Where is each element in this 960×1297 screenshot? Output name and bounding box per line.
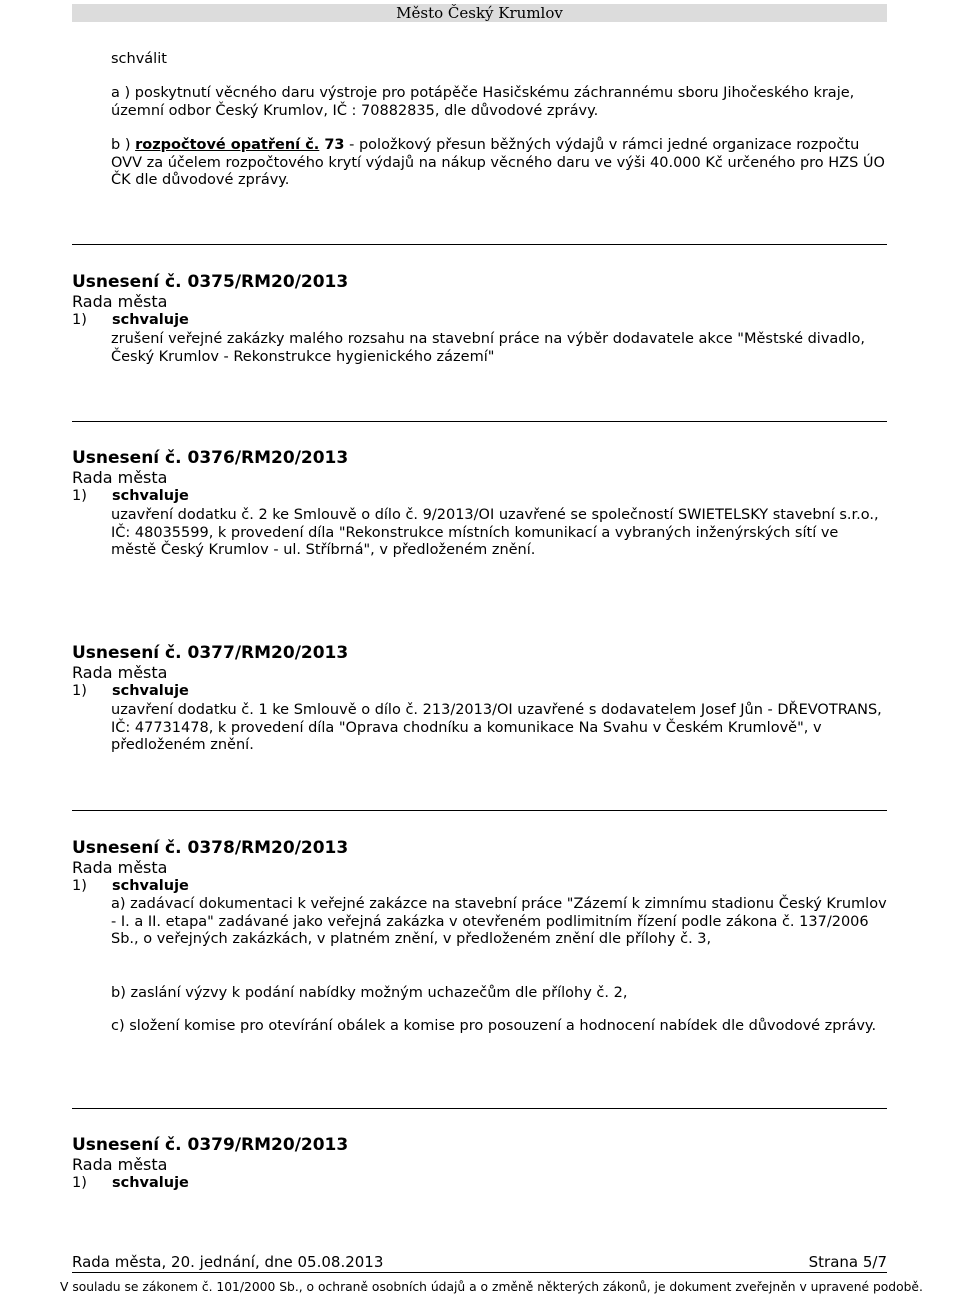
item-number: 1): [72, 1175, 87, 1191]
item-number: 1): [72, 683, 87, 699]
footer-divider: [72, 1272, 887, 1273]
section-divider: [72, 1108, 887, 1109]
resolution-title: Usnesení č. 0378/RM20/2013: [72, 838, 349, 858]
resolution-title: Usnesení č. 0375/RM20/2013: [72, 272, 349, 292]
resolution-title: Usnesení č. 0376/RM20/2013: [72, 448, 349, 468]
council-label: Rada města: [72, 858, 168, 877]
council-label: Rada města: [72, 1155, 168, 1174]
item-number: 1): [72, 878, 87, 894]
budget-measure-number: 73: [319, 137, 345, 153]
header-title: Město Český Krumlov: [396, 4, 563, 22]
resolution-item-c: c) složení komise pro otevírání obálek a komise pro posouzení a hodnocení nabídek dle důvodové zprávy.: [111, 1018, 877, 1034]
resolution-text: zrušení veřejné zakázky malého rozsahu na stavební práce na výběr dodavatele akce "Městské divadlo, Český Krumlov - Rekonstrukce hygienického zázemí": [111, 331, 866, 365]
item-number: 1): [72, 312, 87, 328]
item-b-text: - položkový přesun běžných výdajů v rámci jedné organizace rozpočtu OVV za účelem rozpočtového krytí výdajů na nákup věcného daru ve výši 40.000 Kč určeného pro HZS ÚO ČK dle důvodové zprávy.: [111, 137, 885, 188]
legal-notice: V souladu se zákonem č. 101/2000 Sb., o ochraně osobních údajů a o změně některých zákonů, je dokument zveřejněn v upravené podobě.: [60, 1280, 923, 1294]
council-label: Rada města: [72, 292, 168, 311]
section-divider: [72, 244, 887, 245]
section-divider: [72, 810, 887, 811]
council-label: Rada města: [72, 468, 168, 487]
resolution-title: Usnesení č. 0377/RM20/2013: [72, 643, 349, 663]
intro-item-b: [111, 137, 887, 190]
intro-approve-word: schválit: [111, 51, 167, 67]
resolution-item-b: b) zaslání výzvy k podání nabídky možným uchazečům dle přílohy č. 2,: [111, 985, 628, 1001]
approves-verb: schvaluje: [112, 488, 189, 504]
approves-verb: schvaluje: [112, 1175, 189, 1191]
approves-verb: schvaluje: [112, 878, 189, 894]
approves-verb: schvaluje: [112, 312, 189, 328]
resolution-text: uzavření dodatku č. 2 ke Smlouvě o dílo č. 9/2013/OI uzavřené se společností SWIETELSKY stavební s.r.o., IČ: 48035599, k provedení díla "Rekonstrukce místních komunikací a vybraných inženýrských sítí ve městě Český Krumlov - ul. Stříbrná", v předloženém znění.: [111, 507, 879, 558]
resolution-text: uzavření dodatku č. 1 ke Smlouvě o dílo č. 213/2013/OI uzavřené s dodavatelem Josef Jůn - DŘEVOTRANS, IČ: 47731478, k provedení díla "Oprava chodníku a komunikace Na Svahu v Českém Krumlově", v předloženém znění.: [111, 702, 882, 753]
budget-measure-label: rozpočtové opatření č.: [135, 137, 320, 153]
section-divider: [72, 421, 887, 422]
item-number: 1): [72, 488, 87, 504]
resolution-item-a: a) zadávací dokumentaci k veřejné zakázce na stavební práce "Zázemí k zimnímu stadionu Český Krumlov - I. a II. etapa" zadávané jako veřejná zakázka v otevřeném podlimitním řízení podle zákona č. 137/2006 Sb., o veřejných zakázkách, v platném znění, v předloženém znění dle přílohy č. 3,: [111, 896, 887, 947]
resolution-title: Usnesení č. 0379/RM20/2013: [72, 1135, 349, 1155]
page-header: [72, 4, 887, 22]
council-label: Rada města: [72, 663, 168, 682]
approves-verb: schvaluje: [112, 683, 189, 699]
footer-meeting: Rada města, 20. jednání, dne 05.08.2013: [72, 1253, 384, 1271]
approves-line: [72, 683, 189, 700]
page-number: Strana 5/7: [808, 1253, 887, 1271]
approves-line: [72, 312, 189, 329]
approves-line: [72, 878, 189, 895]
intro-item-a: a ) poskytnutí věcného daru výstroje pro potápěče Hasičskému záchrannému sboru Jihočeského kraje, územní odbor Český Krumlov, IČ : 70882835, dle důvodové zprávy.: [111, 85, 855, 119]
approves-line: [72, 488, 189, 505]
item-b-prefix: b ): [111, 137, 136, 153]
approves-line: [72, 1175, 189, 1192]
